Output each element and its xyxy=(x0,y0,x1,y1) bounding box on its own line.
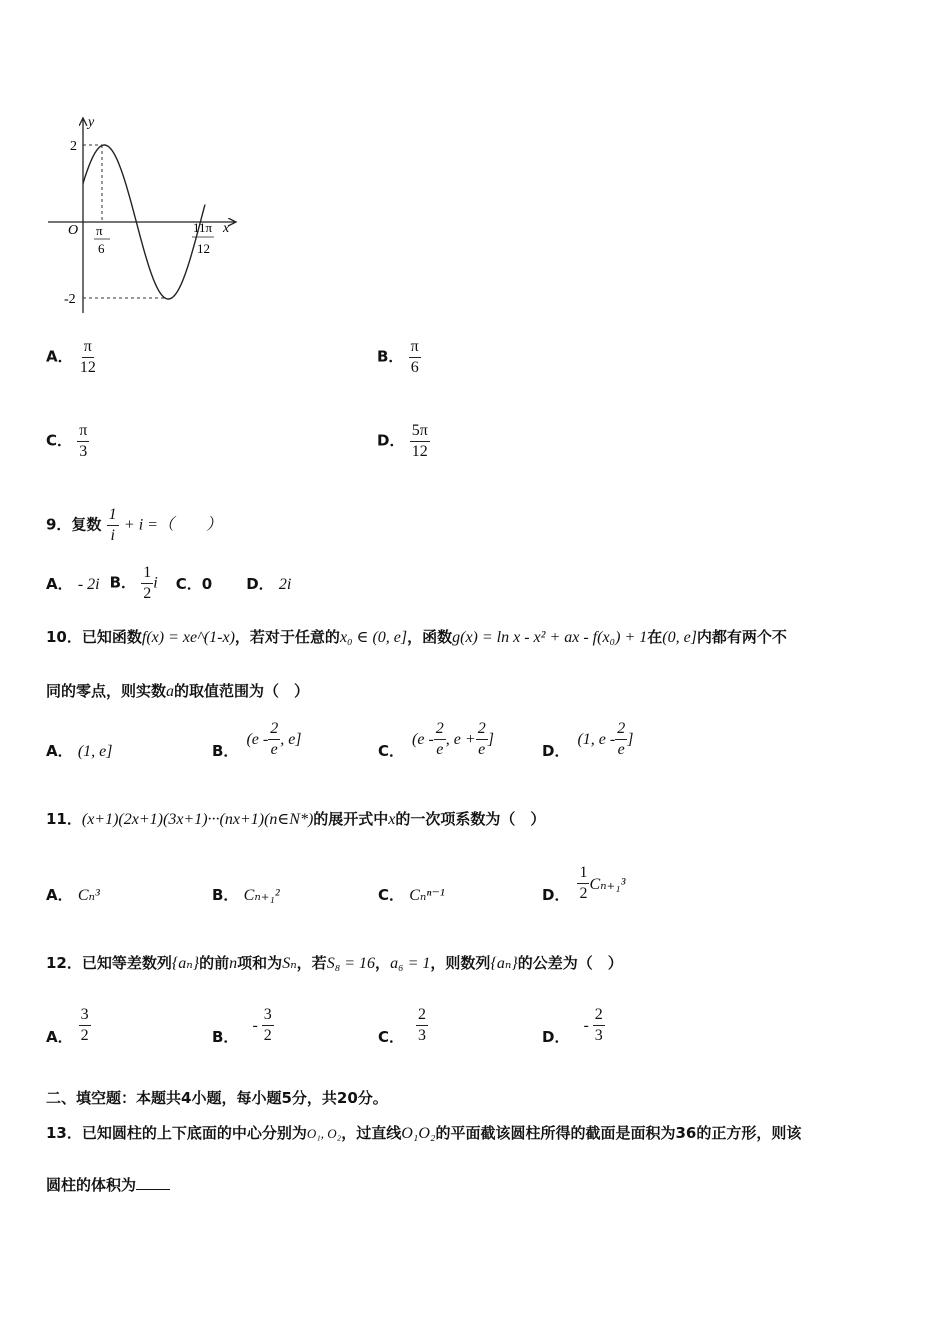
option-sign: - xyxy=(583,1016,589,1034)
fraction xyxy=(268,720,280,758)
denominator: e xyxy=(270,741,278,758)
q9-prefix: 9．复数 xyxy=(46,515,102,534)
q10-text4: 内都有两个不 xyxy=(696,628,787,646)
tick2-den: 12 xyxy=(197,241,210,256)
section2-title: 二、填空题：本题共4小题，每小题5分，共20分。 xyxy=(46,1089,388,1107)
option-value: 2i xyxy=(278,575,292,593)
option-value: Cₙⁿ⁻¹ xyxy=(409,887,445,904)
option-label: A． xyxy=(46,347,73,366)
q12-n: n xyxy=(229,955,238,972)
q10-prefix: 10．已知函数 xyxy=(46,628,142,646)
denominator: 2 xyxy=(263,1027,272,1044)
q9-options xyxy=(46,564,291,602)
option-value: - 2i xyxy=(77,575,100,593)
q10-var: a xyxy=(166,683,175,700)
q11-prefix: 11． xyxy=(46,810,82,828)
fraction xyxy=(141,564,153,602)
option-label: A． xyxy=(46,886,73,904)
q13-text1: 13．已知圆柱的上下底面的中心分别为 xyxy=(46,1124,307,1142)
q12-seq: {aₙ} xyxy=(171,955,200,972)
q10-x0: x₀ ∈ (0, e] xyxy=(339,629,408,646)
answer-blank[interactable] xyxy=(136,1175,170,1190)
q12-text5: ， xyxy=(375,954,391,972)
option-label: B． xyxy=(109,573,137,592)
option-label: A． xyxy=(46,574,73,593)
option-label: C． xyxy=(378,886,405,904)
numerator: π xyxy=(82,338,94,358)
q10-text3: 在 xyxy=(647,628,663,646)
q12-text6: ，则数列 xyxy=(430,954,491,972)
q11-option-c[interactable] xyxy=(378,884,445,905)
q8-option-c[interactable] xyxy=(46,422,89,460)
y-min-label: -2 xyxy=(64,292,76,307)
option-value: (1, e] xyxy=(77,743,113,760)
q9-option-d[interactable] xyxy=(246,573,291,594)
q13-stem-line2 xyxy=(46,1174,170,1195)
sine-graph xyxy=(40,108,250,320)
q13-text3: 的平面截该圆柱所得的截面是面积为36的正方形，则该 xyxy=(435,1124,802,1142)
tick2-num: 11π xyxy=(193,220,213,235)
option-label: C． xyxy=(175,574,202,593)
numerator: π xyxy=(409,338,421,358)
option-tail: Cₙ₊₁³ xyxy=(589,875,626,893)
fraction xyxy=(476,720,488,758)
numerator: 3 xyxy=(262,1006,274,1026)
numerator: 1 xyxy=(141,564,153,584)
q12-text7: 的公差为（ ） xyxy=(517,954,623,972)
q9-option-b[interactable] xyxy=(110,564,158,602)
option-label: C． xyxy=(46,431,73,450)
denominator: 6 xyxy=(410,358,419,376)
q11-var: x xyxy=(388,811,396,828)
origin-label: O xyxy=(68,223,79,238)
numerator: 5π xyxy=(410,422,430,442)
q11-stem xyxy=(46,808,545,829)
fraction xyxy=(79,1006,91,1044)
fraction xyxy=(77,422,89,460)
q12-a6: a₆ = 1 xyxy=(390,955,431,972)
q11-text1: 的展开式中 xyxy=(313,810,389,828)
option-pre: (e - xyxy=(246,730,269,748)
q10-option-b[interactable] xyxy=(212,718,302,761)
q8-option-d[interactable] xyxy=(377,422,430,460)
numerator: 2 xyxy=(593,1006,605,1026)
fraction xyxy=(434,720,446,758)
y-max-label: 2 xyxy=(70,139,77,154)
denominator: 12 xyxy=(411,442,428,460)
tick1-num: π xyxy=(96,223,103,238)
q11-expr: (x+1)(2x+1)(3x+1)···(nx+1)(n∈N*) xyxy=(81,811,314,828)
numerator: 2 xyxy=(476,720,488,740)
option-post: ] xyxy=(487,730,494,748)
denominator: i xyxy=(110,526,115,544)
q8-option-b[interactable] xyxy=(377,338,421,376)
option-tail: i xyxy=(153,574,158,592)
q12-text3: 项和为 xyxy=(237,954,283,972)
q12-text4: ，若 xyxy=(296,954,327,972)
option-value: Cₙ₊₁² xyxy=(243,887,280,904)
option-pre: (1, e - xyxy=(577,730,616,748)
numerator: 2 xyxy=(416,1006,428,1026)
q9-option-a[interactable] xyxy=(46,573,100,594)
q12-seq2: {aₙ} xyxy=(490,955,518,972)
q12-option-d[interactable] xyxy=(542,1004,605,1047)
numerator: 1 xyxy=(577,864,589,884)
x-axis-label: x xyxy=(223,221,230,236)
option-pre: (e - xyxy=(412,730,434,748)
q10-line2-b: 的取值范围为（ ） xyxy=(174,682,310,700)
q12-stem xyxy=(46,952,623,973)
q12-option-c[interactable] xyxy=(378,1004,428,1047)
option-mid: , e + xyxy=(445,730,476,748)
q11-option-a[interactable] xyxy=(46,884,100,905)
fraction xyxy=(615,720,627,758)
q10-option-c[interactable] xyxy=(378,718,494,761)
denominator: 3 xyxy=(594,1027,603,1044)
fraction xyxy=(78,338,98,376)
fraction xyxy=(107,506,119,544)
q8-option-a[interactable] xyxy=(46,338,98,376)
option-label: A． xyxy=(46,742,73,760)
fraction xyxy=(410,422,430,460)
q13-centers: O₁, O₂ xyxy=(306,1126,342,1141)
fraction xyxy=(409,338,421,376)
option-label: D． xyxy=(542,742,570,760)
q10-interval: (0, e] xyxy=(662,629,697,646)
option-label: A． xyxy=(46,1028,73,1046)
q10-line2-a: 同的零点，则实数 xyxy=(46,682,167,700)
q11-option-b[interactable] xyxy=(212,884,280,905)
option-label: D． xyxy=(542,1028,570,1046)
numerator: 2 xyxy=(268,720,280,740)
q10-option-d[interactable] xyxy=(542,718,633,761)
denominator: 2 xyxy=(143,584,152,602)
q10-fx: f(x) = xe^(1-x) xyxy=(141,629,235,646)
numerator: 2 xyxy=(434,720,446,740)
numerator: 1 xyxy=(107,506,119,526)
q12-option-b[interactable] xyxy=(212,1004,274,1047)
q9-suffix: + i =（ ） xyxy=(123,516,222,534)
fraction xyxy=(593,1006,605,1044)
denominator: e xyxy=(617,741,625,758)
q9-stem xyxy=(46,506,222,544)
q10-gx: g(x) = ln x - x² + ax - f(x₀) + 1 xyxy=(452,629,648,646)
option-label: B． xyxy=(212,1028,239,1046)
option-label: B． xyxy=(212,742,239,760)
fraction xyxy=(416,1006,428,1044)
option-label: C． xyxy=(378,742,405,760)
q13-line: O₁O₂ xyxy=(401,1125,436,1142)
q9-option-c[interactable] xyxy=(176,573,212,594)
option-value: Cₙ³ xyxy=(77,887,100,904)
option-label: C． xyxy=(378,1028,405,1046)
numerator: 3 xyxy=(79,1006,91,1026)
q10-option-a[interactable] xyxy=(46,740,113,761)
option-label: D． xyxy=(246,574,274,593)
denominator: 3 xyxy=(418,1027,427,1044)
tick1-den: 6 xyxy=(98,241,105,256)
option-label: B． xyxy=(212,886,239,904)
fraction xyxy=(262,1006,274,1044)
denominator: 2 xyxy=(579,885,588,902)
q11-option-d[interactable] xyxy=(542,862,625,905)
q10-stem-line1 xyxy=(46,626,787,647)
denominator: 2 xyxy=(80,1027,89,1044)
option-post: , e] xyxy=(280,730,302,748)
q13-line2: 圆柱的体积为 xyxy=(46,1176,137,1194)
denominator: 12 xyxy=(79,358,96,376)
q12-s8: S₈ = 16 xyxy=(326,955,376,972)
q10-text1: ，若对于任意的 xyxy=(234,628,340,646)
q12-text2: 的前 xyxy=(199,954,230,972)
denominator: e xyxy=(436,741,444,758)
q11-text2: 的一次项系数为（ ） xyxy=(395,810,546,828)
q12-option-a[interactable] xyxy=(46,1004,91,1047)
y-axis-label: y xyxy=(88,115,95,130)
q12-text1: 12．已知等差数列 xyxy=(46,954,172,972)
option-post: ] xyxy=(627,730,634,748)
option-value: 0 xyxy=(201,574,213,593)
option-label: D． xyxy=(377,431,405,450)
q12-sn: Sₙ xyxy=(282,955,297,972)
numerator: π xyxy=(77,422,89,442)
option-sign: - xyxy=(252,1016,258,1034)
denominator: e xyxy=(478,741,486,758)
numerator: 2 xyxy=(615,720,627,740)
fraction xyxy=(577,864,589,902)
option-label: D． xyxy=(542,886,570,904)
q13-stem-line1 xyxy=(46,1122,801,1143)
q10-stem-line2 xyxy=(46,680,309,701)
q13-text2: ，过直线 xyxy=(341,1124,402,1142)
denominator: 3 xyxy=(79,442,88,460)
q10-text2: ，函数 xyxy=(407,628,453,646)
option-label: B． xyxy=(377,347,404,366)
